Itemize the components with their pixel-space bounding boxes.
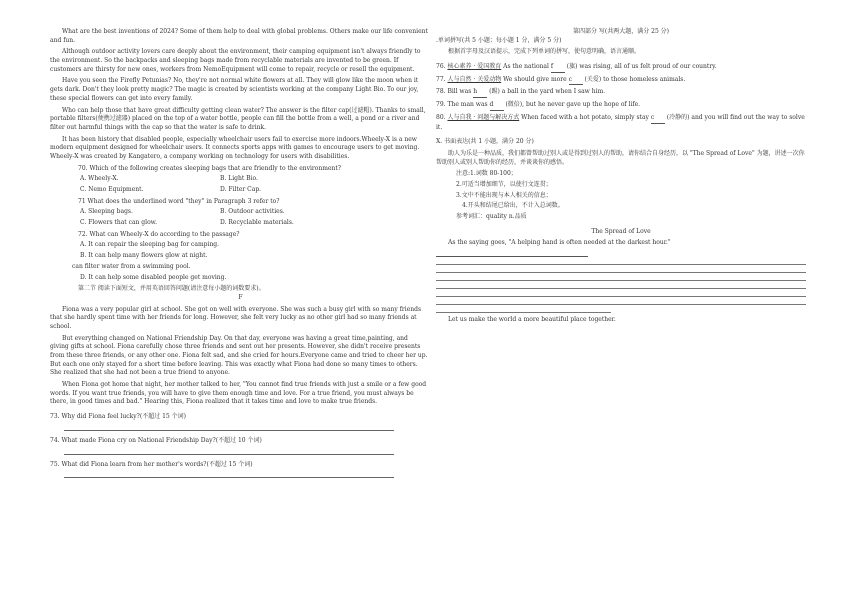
- essay-line-4[interactable]: [436, 281, 806, 289]
- answer-line-74[interactable]: [64, 448, 394, 455]
- option-71a: A. Sleeping bags.: [80, 208, 133, 216]
- question-75: 75. What did Fiona learn from her mother's words?(不超过 15 个词): [50, 460, 253, 468]
- option-72b: B. It can help many flowers glow at night.: [80, 252, 208, 260]
- note-3: 3.文中不能出现与本人相关的信息；: [456, 191, 552, 199]
- left-column: [50, 0, 428, 478]
- answer-line-75[interactable]: [64, 471, 394, 478]
- option-72a: A. It can repair the sleeping bag for camping.: [80, 241, 220, 249]
- section-a-heading: .单词拼写(共 5 小题；每小题 1 分，满分 5 分): [436, 36, 562, 44]
- vocabulary-reference: 参考词汇：quality n.品质: [456, 213, 527, 220]
- section-x-heading: X. 书面表达(共 1 小题，满分 20 分): [436, 138, 534, 146]
- essay-opening: As the saying goes, "A helping hand is often needed at the darkest hour.": [436, 239, 806, 256]
- passage-f-para-2: But everything changed on National Friendship Day. On that day, everyone was having a great time,painting, and giving gifts at school. Fiona carefully chose three friends and sent out her presents. However, she didn't receive presents from these three friends, or any other one. Fiona felt sad, and she cried for hours.Everyone came and tried to cheer her up. But each one only stayed for a short time before leaving. This was exactly what Fiona had done so many times to others. She realized that she had not been a true friend to anyone.: [50, 334, 428, 377]
- passage-f-para-3: When Fiona got home that night, her mother talked to her, "You cannot find true friends with just a smile or a few good words. If you want true friends, you will have to give them enough time and love. For a true friend, you must always be there, in good times and bad." Hearing this, Fiona realized that it takes time and love to make true friends.: [50, 381, 427, 406]
- question-74: 74. What made Fiona cry on National Friendship Day?(不超过 10 个词): [50, 436, 262, 444]
- answer-line-73[interactable]: [64, 424, 394, 431]
- essay-line-1[interactable]: [436, 257, 806, 265]
- note-2: 2.可适当增加细节，以使行文连贯；: [456, 180, 552, 188]
- essay-line-5[interactable]: [436, 289, 806, 297]
- question-72: 72. What can Wheely-X do according to the passage?: [78, 230, 240, 238]
- question-71-options: [50, 208, 428, 217]
- passage-e-para-5: It has been history that disabled people, especially wheelchair users fail to exercise more indoors.Wheely-X is a new modern equipment designed for wheelchair users. It connects sports apps with games to encourage users to get moving. Wheely-X was created by Kangatero, a company working on technology for users with disabilities.: [50, 135, 420, 160]
- passage-f-para-1: Fiona was a very popular girl at school. She got on well with everyone. She was such a busy girl with so many friends that she hardly spent time with her friends for long. However, she felt very lucky as no other girl had so many friends at school.: [50, 305, 422, 330]
- question-76: 76. 核心素养 · 爱国教育 As the national f (旗) was rising, all of us felt proud of our country.: [436, 63, 806, 73]
- essay-line-3[interactable]: [436, 273, 806, 281]
- section-2-heading: 第二节 阅读下面短文，并用英语回答问题(请注意每小题的词数要求)。: [78, 285, 265, 293]
- passage-f-letter: F: [238, 293, 243, 301]
- section-a-instruction: 根据首字母及汉语提示，完成下列单词的拼写，使句意明确，语言通顺。: [448, 48, 641, 56]
- option-72d: D. It can help some disabled people get moving.: [80, 273, 227, 281]
- question-70: 70. Which of the following creates sleeping bags that are friendly to the environment?: [78, 164, 341, 172]
- essay-closing: Let us make the world a more beautiful place together.: [448, 315, 616, 323]
- question-70-options: [50, 175, 428, 184]
- question-78: 78. Bill was h (踢) a ball in the yard when I saw him.: [436, 88, 806, 98]
- option-70a: A. Wheely-X.: [80, 175, 119, 183]
- part-4-heading: 第四部分 写(共两大题，满分 25 分): [572, 28, 670, 35]
- essay-line-6[interactable]: [436, 297, 806, 305]
- option-70c: C. Nemo Equipment.: [80, 186, 144, 193]
- blank-77[interactable]: c: [569, 76, 583, 86]
- essay-title: The Spread of Love: [591, 227, 651, 235]
- right-column: [436, 0, 806, 324]
- essay-line-7[interactable]: [436, 305, 611, 313]
- question-80-tag: 人与自我 · 问题与解决方式: [447, 113, 520, 121]
- option-71b: B. Outdoor activities.: [220, 208, 285, 216]
- note-4: 4.开头和结尾已给出，不计入总词数。: [462, 202, 564, 210]
- blank-76[interactable]: f: [551, 63, 565, 73]
- question-73: 73. Why did Fiona feel lucky?(不超过 15 个词): [50, 413, 186, 421]
- question-80: 80. 人与自我 · 问题与解决方式 When faced with a hot potato, simply stay c (冷静的) and you will find out the way to solve it.: [436, 113, 805, 131]
- passage-e-para-1: What are the best inventions of 2024? Some of them help to deal with global problems. Others make our life convenient and fun.: [50, 28, 428, 44]
- question-79: 79. The man was d (微倍), but he never gave up the hope of life.: [436, 101, 806, 111]
- question-77-tag: 人与自然 · 关爱动物: [447, 75, 502, 83]
- question-71-options-2: [50, 219, 428, 228]
- writing-prompt: 助人为乐是一种品质，我们都曾帮助过别人或是得到过别人的帮助，请你结合自身经历，以 "The Spread of Love" 为题，讲述一次你帮助别人或别人帮助你的经历，并谈谈你的感悟。: [436, 149, 805, 166]
- question-70-options-2: [50, 186, 428, 195]
- question-71: 71 What does the underlined word "they" in Paragraph 3 refer to?: [78, 197, 280, 205]
- note-1: 注意:1.词数 80-100；: [456, 170, 517, 178]
- passage-e-para-4: Who can help those that have great difficulty getting clean water? The answer is the filter cap(过滤帽). Thanks to small, portable filters(便携过滤器) placed on the top of a water bottle, people can fill the bottle from a well, a pond or a river and filter out harmful things with the cap so that the water is safe to drink.: [50, 106, 426, 131]
- option-70b: B. Light Bio.: [220, 175, 258, 183]
- option-70d: D. Filter Cap.: [220, 186, 262, 193]
- option-71c: C. Flowers that can glow.: [80, 219, 158, 227]
- question-76-tag: 核心素养 · 爱国教育: [447, 63, 502, 71]
- essay-line-2[interactable]: [436, 265, 806, 273]
- essay-opening-blank[interactable]: [436, 256, 588, 257]
- option-72c: can filter water from a swimming pool.: [72, 262, 191, 270]
- blank-78[interactable]: h: [473, 88, 487, 98]
- option-71d: D. Recyclable materials.: [220, 219, 294, 227]
- passage-e-para-3: Have you seen the Firefly Petunias? No, they're not normal white flowers at all. They will glow like the moon when it gets dark. Don't they look pretty magic? The magic is created by scientists working at the company Light Bio. To our joy, these special flowers can get into every family.: [50, 77, 419, 102]
- question-77: 77. 人与自然 · 关爱动物 We should give more c (关爱) to those homeless animals.: [436, 76, 806, 86]
- blank-79[interactable]: d: [490, 101, 504, 111]
- passage-e-para-2: Although outdoor activity lovers care deeply about the environment, their camping equipment isn't always friendly to the environment. So the backpacks and sleeping bags made from recyclable materials are invented to be green. If customers are thirsty for new ones, workers from NemoEquipment will come to repair, recycle or resell the equipment.: [50, 48, 421, 73]
- blank-80[interactable]: c: [651, 114, 665, 124]
